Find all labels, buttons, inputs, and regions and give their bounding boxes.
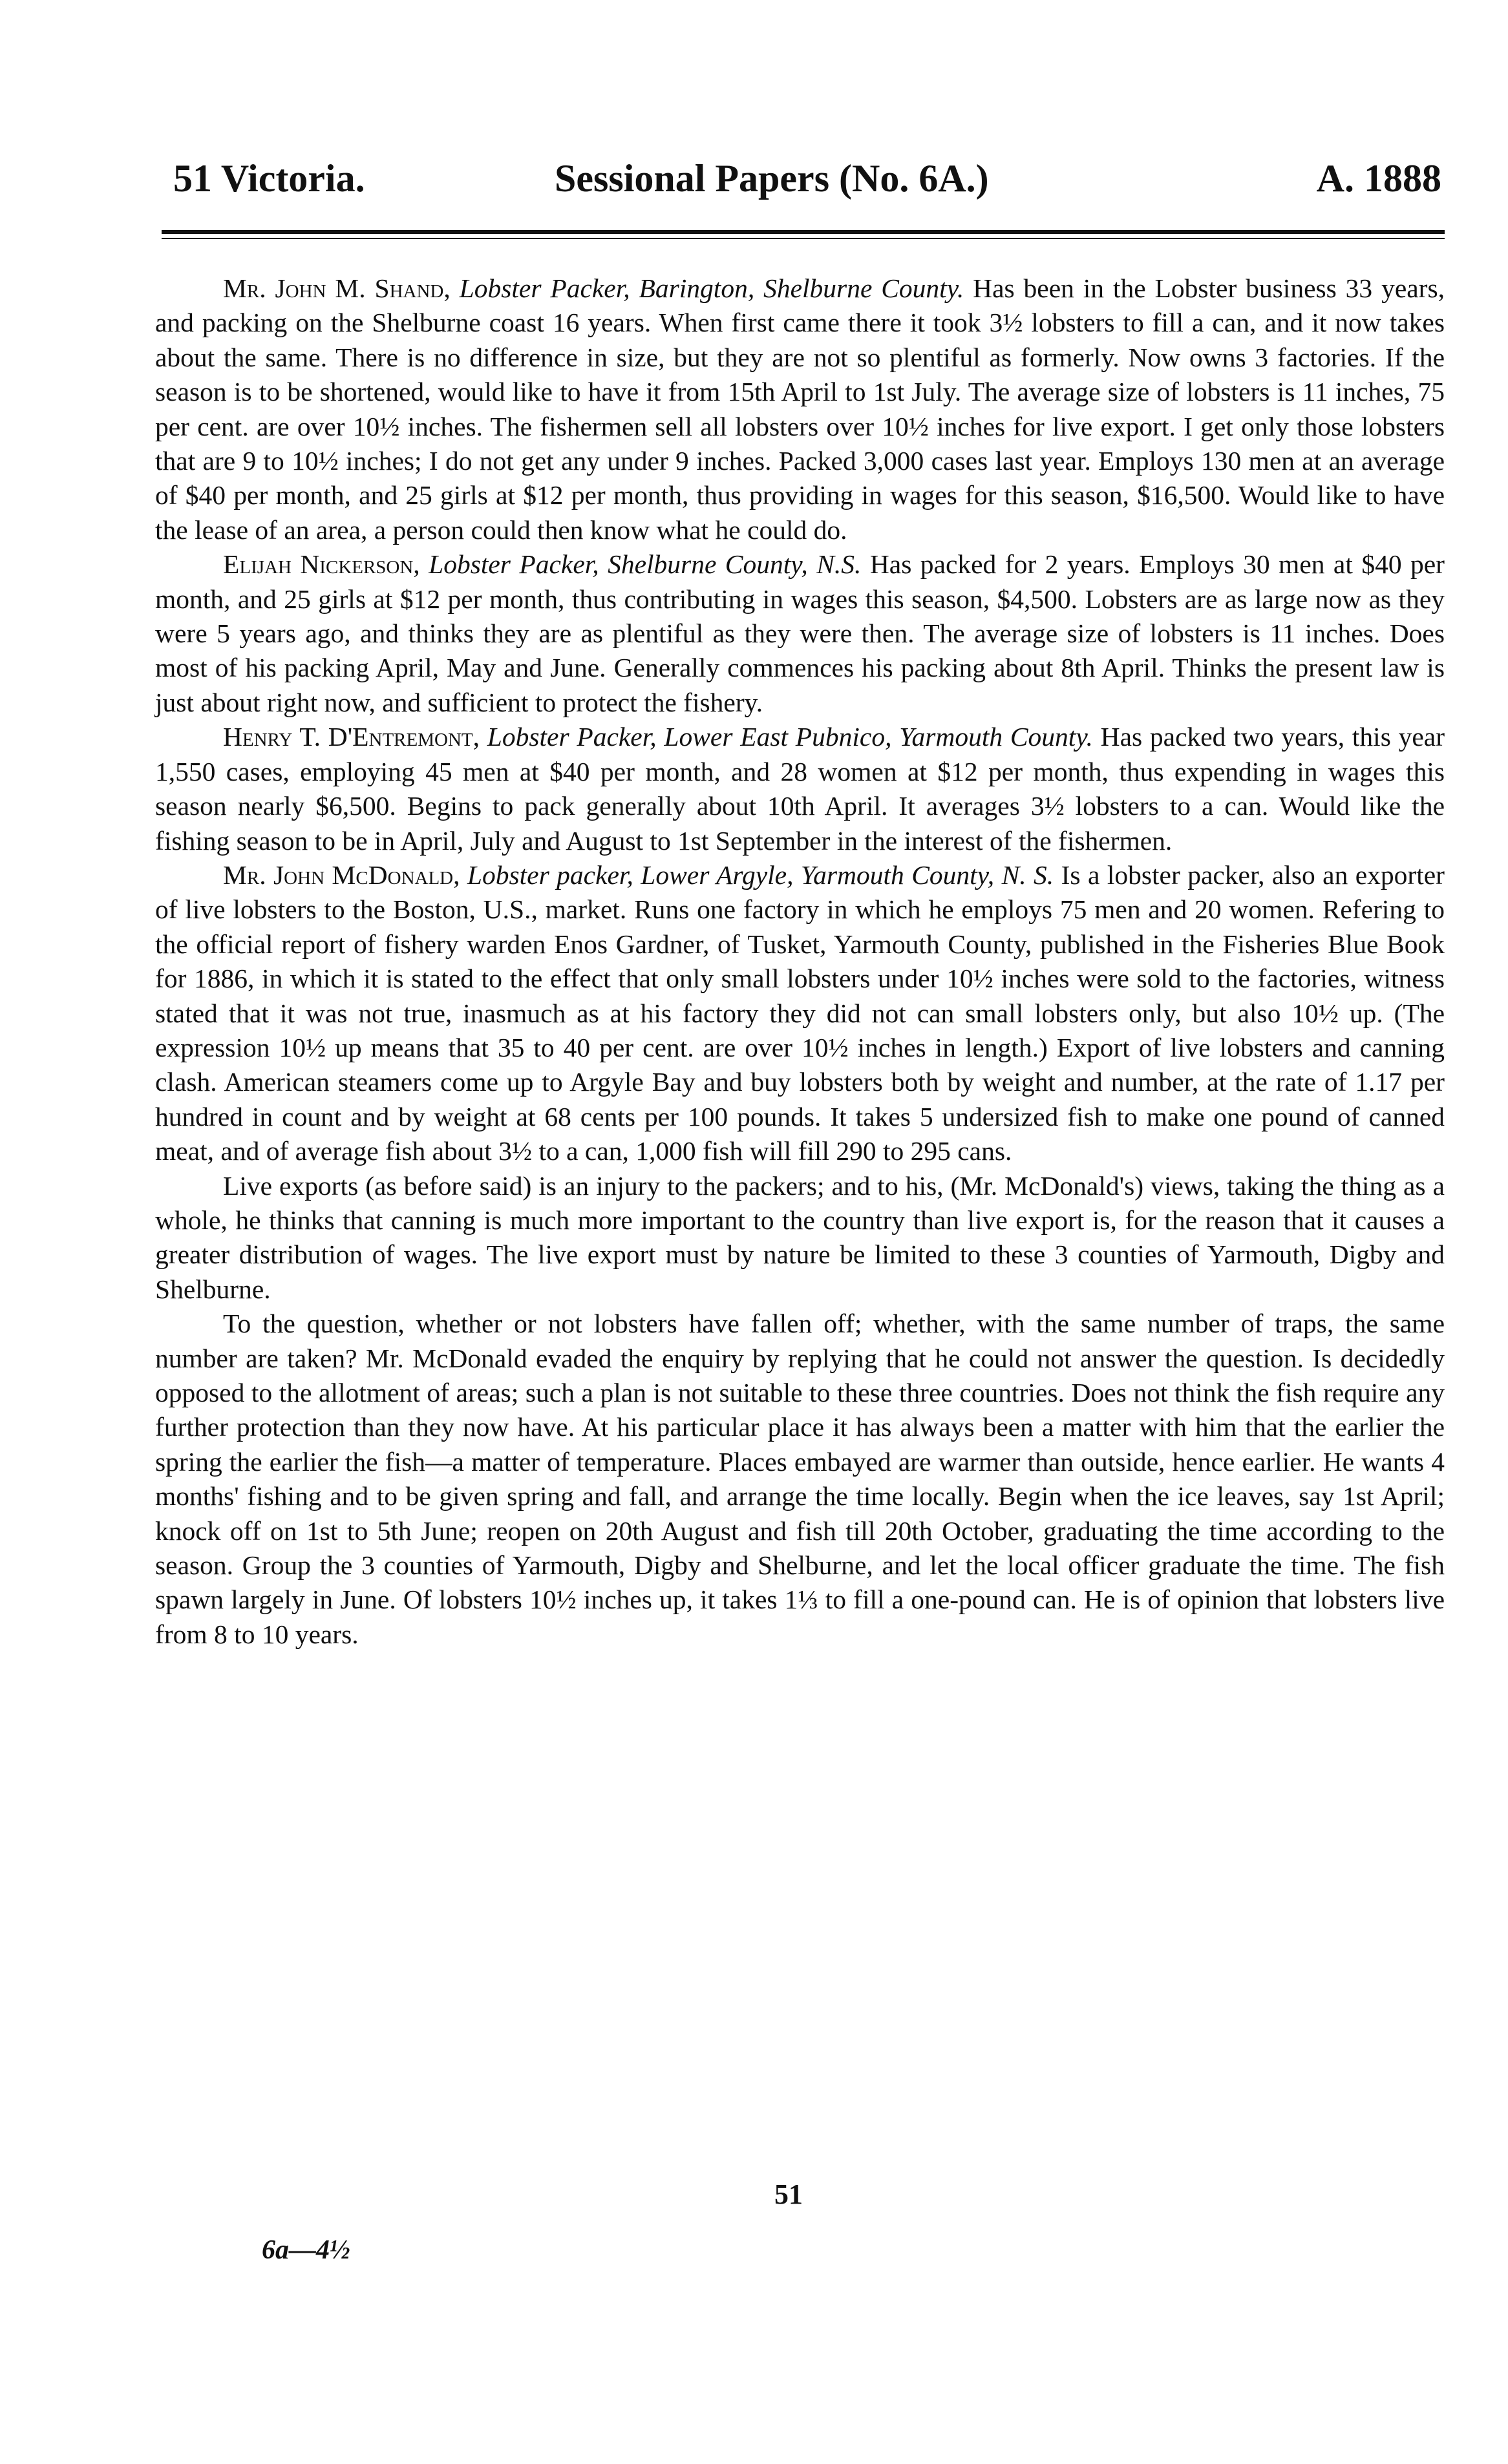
paragraph-nickerson bbox=[155, 547, 1445, 720]
header-volume: 51 Victoria. bbox=[173, 157, 365, 200]
paragraph-text: Has packed two years, this year 1,550 cases, employing 45 men at $40 per month, and 28 women at $12 per month, thus expending in wages this season nearly $6,500. Begins to pack generally about 10th April. It averages 3½ lobsters to a can. Would like the fishing season to be in April, July and August to 1st September in the interest of the fishermen. bbox=[155, 722, 1445, 856]
witness-name: Mr. John M. Shand, bbox=[223, 273, 451, 303]
witness-role: Lobster packer, Lower Argyle, Yarmouth County, N. S. bbox=[467, 859, 1054, 890]
signature-mark: 6a—4½ bbox=[262, 2235, 350, 2265]
paragraph-dentremont bbox=[155, 720, 1445, 858]
witness-name: Mr. John McDonald, bbox=[223, 859, 460, 890]
paragraph-text: Live exports (as before said) is an injury to the packers; and to his, (Mr. McDonald's) views, taking the thing as a whole, he thinks that canning is much more important to the country than live export is, for the reason that it causes a greater distribution of wages. The live export must by nature be limited to these 3 counties of Yarmouth, Digby and Shelburne. bbox=[155, 1170, 1445, 1304]
paragraph-live-exports bbox=[155, 1169, 1445, 1307]
witness-role: Lobster Packer, Shelburne County, N.S. bbox=[429, 549, 862, 580]
paragraph-mcdonald bbox=[155, 858, 1445, 1169]
paragraph-text: Has been in the Lobster business 33 years, and packing on the Shelburne coast 16 years. When first came there it took 3½ lobsters to fill a can, and it now takes about the same. There is no difference in size, but they are not so plentiful as formerly. Now owns 3 factories. If the season is to be shortened, would like to have it from 15th April to 1st July. The average size of lobsters is 11 inches, 75 per cent. are over 10½ inches. The fishermen sell all lobsters over 10½ inches for live export. I get only those lobsters that are 9 to 10½ inches; I do not get any under 9 inches. Packed 3,000 cases last year. Employs 130 men at an average of $40 per month, and 25 girls at $12 per month, thus providing in wages for this season, $16,500. Would like to have the lease of an area, a person could then know what he could do. bbox=[155, 273, 1445, 545]
paragraph-text: Is a lobster packer, also an exporter of live lobsters to the Boston, U.S., market. Runs one factory in which he employs 75 men and 20 women. Refering to the official report of fishery warden Enos Gardner, of Tusket, Yarmouth County, published in the Fisheries Blue Book for 1886, in which it is stated to the effect that only small lobsters under 10½ inches were sold to the factories, witness stated that it was not true, inasmuch as at his factory they did not can small lobsters only, but also 10½ up. (The expression 10½ up means that 35 to 40 per cent. are over 10½ inches in length.) Export of live lobsters and canning clash. American steamers come up to Argyle Bay and buy lobsters both by weight and number, at the rate of 1.17 per hundred in count and by weight at 68 cents per 100 pounds. It takes 5 undersized fish to make one pound of canned meat, and of average fish about 3½ to a can, 1,000 fish will fill 290 to 295 cans. bbox=[155, 859, 1445, 1166]
witness-role: Lobster Packer, Lower East Pubnico, Yarmouth County. bbox=[487, 722, 1093, 752]
header-rule-thin bbox=[162, 238, 1445, 239]
paragraph-question bbox=[155, 1307, 1445, 1652]
witness-name: Elijah Nickerson, bbox=[223, 549, 420, 580]
header-rule-thick bbox=[162, 230, 1445, 234]
header-title: Sessional Papers (No. 6A.) bbox=[555, 157, 989, 200]
body-text bbox=[155, 271, 1445, 1652]
witness-role: Lobster Packer, Barington, Shelburne County. bbox=[459, 273, 964, 303]
header-year: A. 1888 bbox=[1316, 157, 1441, 200]
page-number: 51 bbox=[774, 2178, 803, 2210]
paragraph-text: Has packed for 2 years. Employs 30 men at $40 per month, and 25 girls at $12 per month, thus contributing in wages this season, $4,500. Lobsters are as large now as they were 5 years ago, and thinks they are as plentiful as they were then. The average size of lobsters is 11 inches. Does most of his packing April, May and June. Generally commences his packing about 8th April. Thinks the present law is just about right now, and sufficient to protect the fishery. bbox=[155, 549, 1445, 717]
page-header bbox=[173, 156, 1441, 215]
witness-name: Henry T. D'Entremont, bbox=[223, 722, 480, 752]
paragraph-text: To the question, whether or not lobsters have fallen off; whether, with the same number of traps, the same number are taken? Mr. McDonald evaded the enquiry by replying that he could not answer the question. Is decidedly opposed to the allotment of areas; such a plan is not suitable to these three countries. Does not think the fish require any further protection than they now have. At his particular place it has always been a matter with him that the earlier the spring the earlier the fish—a matter of temperature. Places embayed are warmer than outside, hence earlier. He wants 4 months' fishing and to be given spring and fall, and arrange the time locally. Begin when the ice leaves, say 1st April; knock off on 1st to 5th June; reopen on 20th August and fish till 20th October, graduating the time according to the season. Group the 3 counties of Yarmouth, Digby and Shelburne, and let the local officer graduate the time. The fish spawn largely in June. Of lobsters 10½ inches up, it takes 1⅓ to fill a one-pound can. He is of opinion that lobsters live from 8 to 10 years. bbox=[155, 1309, 1445, 1649]
paragraph-shand bbox=[155, 271, 1445, 547]
